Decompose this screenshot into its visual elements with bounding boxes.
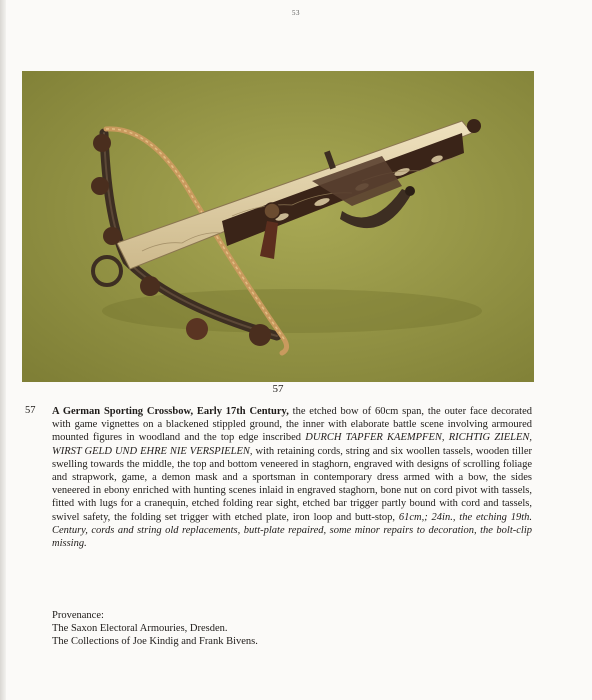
figure-caption-number: 57 [272, 383, 284, 395]
description-part-one: the etched bow of 60cm span, the outer face decorated with game vignettes on a blackened stippled ground, the inner with elaborate battle scene involving armoured mounted figures in woodland and the top edge inscribed [52, 406, 532, 444]
crossbow-photograph [22, 71, 534, 382]
lot-title: A German Sporting Crossbow, Early 17th Century, [52, 406, 289, 417]
provenance-heading: Provenance: [52, 610, 104, 621]
provenance-line: The Saxon Electoral Armouries, Dresden. [52, 623, 228, 635]
bow-inscription: DURCH TAPFER KAEMPFEN, RICHTIG ZIELEN, WIRST GELD UND EHRE NIE VERSPIELEN, [52, 432, 532, 457]
description-part-two: with retaining cords, string and six woollen tassels, wooden tiller swelling towards the middle, the top and bottom veneered in staghorn, engraved with designs of scrolling foliage and strapwork, game, a demon mask and a sportsman in contemporary dress armed with a bow, the sides veneered in ebony enriched with hunting scenes inlaid in engraved staghorn, bone nut on cord pivot with tassels, fitted with lugs for a cranequin, etched folding rear sight, etched bar trigger partly bound with cord and tassels, swivel safety, the folding set trigger with etched plate, iron loop and butt-stop, [52, 445, 532, 523]
dimensions-and-condition: 61cm,; 24in., the etching 19th. Century, cords and string old replacements, butt-plate repaired, some minor repairs to decoration, the bolt-clip missing. [52, 511, 532, 550]
butt-knob [467, 119, 481, 133]
crossbow-shadow [102, 289, 482, 333]
page-number: 53 [292, 9, 300, 17]
provenance-line: The Collections of Joe Kindig and Frank Bivens. [52, 636, 258, 648]
provenance-section [52, 609, 532, 649]
lot-number: 57 [25, 405, 36, 416]
trigger-knob [405, 186, 415, 196]
page-edge [0, 0, 6, 700]
catalogue-entry [25, 405, 532, 550]
crossbow-illustration [22, 71, 534, 382]
lot-description [52, 405, 532, 550]
bone-nut [264, 203, 280, 219]
